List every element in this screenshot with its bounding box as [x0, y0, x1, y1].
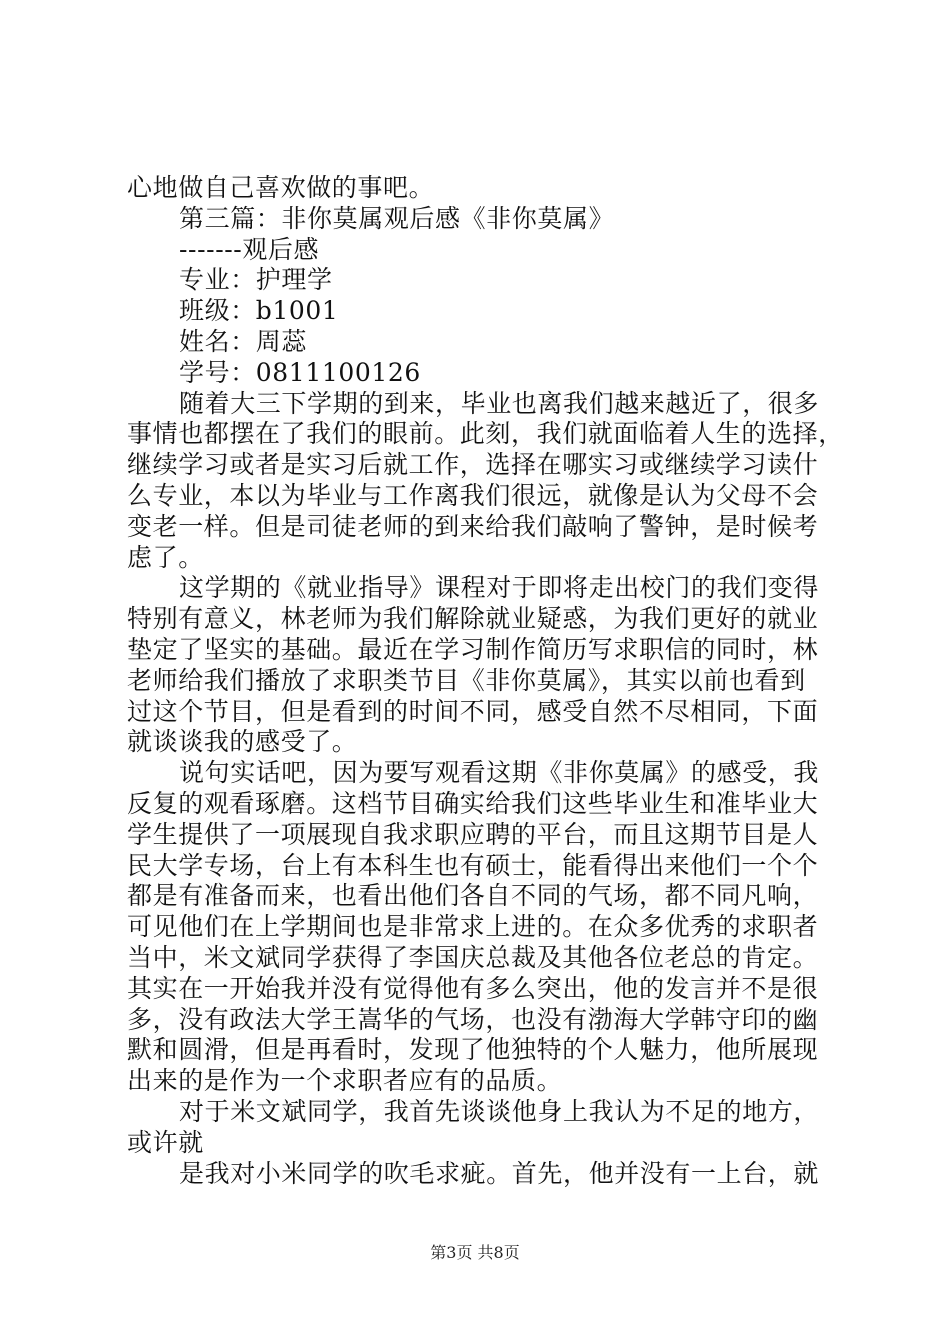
student-id-field: 学号：0811100126: [179, 357, 421, 387]
page-footer: 第3页 共8页: [430, 1243, 520, 1262]
paragraph-line: 变老一样。但是司徒老师的到来给我们敲响了警钟，是时候考: [127, 511, 819, 541]
paragraph-line: 过这个节目，但是看到的时间不同，感受自然不尽相同，下面: [127, 696, 819, 726]
paragraph-line: 特别有意义，林老师为我们解除就业疑惑，为我们更好的就业: [127, 604, 819, 634]
paragraph-line: 民大学专场，台上有本科生也有硕士，能看得出来他们一个个: [127, 850, 819, 880]
paragraph-line: 反复的观看琢磨。这档节目确实给我们这些毕业生和准毕业大: [127, 788, 819, 818]
document-body: [127, 173, 844, 1189]
paragraph-line: 虑了。: [127, 542, 204, 572]
paragraph-line: 事情也都摆在了我们的眼前。此刻，我们就面临着人生的选择，: [127, 419, 844, 449]
paragraph-line: 老师给我们播放了求职类节目《非你莫属》，其实以前也看到: [127, 665, 806, 695]
paragraph-line: 可见他们在上学期间也是非常求上进的。在众多优秀的求职者: [127, 912, 819, 942]
paragraph-line: 就谈谈我的感受了。: [127, 727, 358, 757]
paragraph-line: 随着大三下学期的到来，毕业也离我们越来越近了，很多: [179, 388, 820, 418]
section-heading: 第三篇：非你莫属观后感《非你莫属》: [179, 203, 615, 233]
paragraph-line: 是我对小米同学的吹毛求疵。首先，他并没有一上台，就: [179, 1158, 820, 1188]
paragraph-line: 多，没有政法大学王嵩华的气场，也没有渤海大学韩守印的幽: [127, 1004, 819, 1034]
class-field: 班级：b1001: [179, 296, 339, 326]
paragraph-line: 其实在一开始我并没有觉得他有多么突出，他的发言并不是很: [127, 973, 819, 1003]
paragraph-line: 垫定了坚实的基础。最近在学习制作简历写求职信的同时，林: [127, 634, 819, 664]
paragraph-line: 出来的是作为一个求职者应有的品质。: [127, 1066, 563, 1096]
major-field: 专业：护理学: [179, 265, 333, 295]
paragraph-line: 对于米文斌同学，我首先谈谈他身上我认为不足的地方，: [179, 1096, 820, 1126]
subtitle-line: -------观后感: [179, 234, 320, 264]
name-field: 姓名：周蕊: [179, 326, 308, 356]
paragraph-line: 学生提供了一项展现自我求职应聘的平台，而且这期节目是人: [127, 819, 819, 849]
paragraph-line: 当中，米文斌同学获得了李国庆总裁及其他各位老总的肯定。: [127, 942, 819, 972]
paragraph-line: 都是有准备而来，也看出他们各自不同的气场，都不同凡响，: [127, 881, 819, 911]
paragraph-line: 这学期的《就业指导》课程对于即将走出校门的我们变得: [179, 573, 820, 603]
paragraph-line: 继续学习或者是实习后就工作，选择在哪实习或继续学习读什: [127, 450, 819, 480]
paragraph-line: 或许就: [127, 1127, 204, 1157]
paragraph-line: 默和圆滑，但是再看时，发现了他独特的个人魅力，他所展现: [127, 1035, 819, 1065]
paragraph-line: 么专业，本以为毕业与工作离我们很远，就像是认为父母不会: [127, 480, 819, 510]
paragraph-line: 说句实话吧，因为要写观看这期《非你莫属》的感受，我: [179, 758, 820, 788]
text-line: 心地做自己喜欢做的事吧。: [127, 173, 435, 202]
